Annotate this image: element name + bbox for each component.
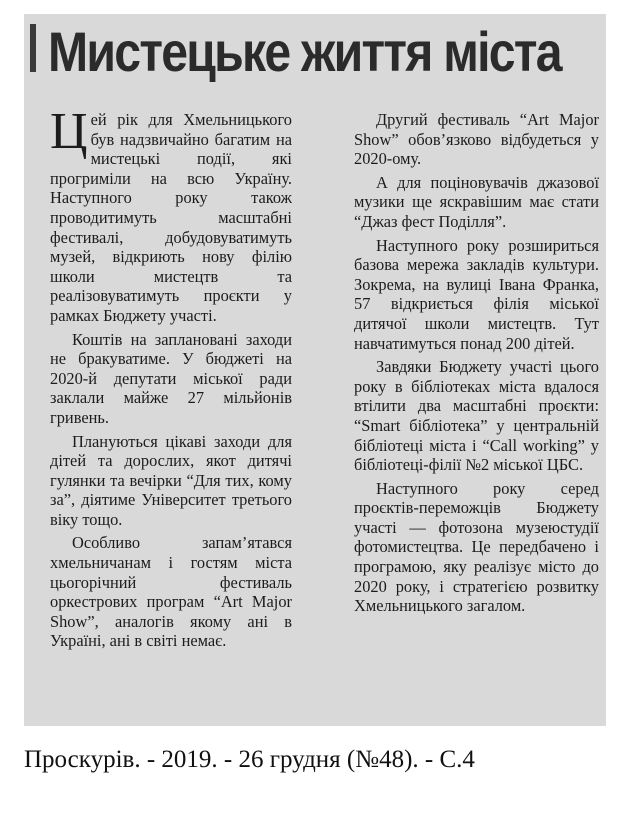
paragraph-text: ей рік для Хмельницького був надзвичайно багатим на мистецькі події, які прогриміли на всю Україну. Наступного року також проводитимуть масштабні фестивалі, добудовуватимуть музей, відкриють нову філію школи мистецтв та реалізовуватимуть проєкти у рамках Бюджету участі. <box>50 110 292 325</box>
left-column <box>50 103 292 651</box>
column-rule <box>30 24 36 72</box>
article-headline: Мистецьке життя міста <box>48 20 561 83</box>
paragraph: Плануються цікаві заходи для дітей та дорослих, якот дитячі гулянки та вечірки “Для тих, кому за”, діятиме Університет третього віку тощо. <box>50 431 292 529</box>
paragraph: А для поціновувачів джазової музики ще яскравішим має стати “Джаз фест Поділля”. <box>354 172 599 231</box>
paragraph: Наступного року серед проєктів-переможців Бюджету участі — фотозона музеюстудії фотомистецтва. Це передбачено і програмою, яку реалізує місто до 2020 року, і стратегією розвитку Хмельницького загалом. <box>354 478 599 616</box>
paragraph: Коштів на заплановані заходи не бракуватиме. У бюджеті на 2020-й депутати міської ради заклали майже 27 мільйонів гривень. <box>50 329 292 427</box>
paragraph: Наступного року розшириться базова мережа закладів культури. Зокрема, на вулиці Івана Франка, 57 відкриється філія міської дитячої школи мистецтв. Тут навчатимуться понад 200 дітей. <box>354 235 599 353</box>
drop-cap: Ц <box>50 103 88 160</box>
paragraph: Особливо запам’ятався хмельничанам і гостям міста цьогорічний фестиваль оркестрових програм “Art Major Show”, аналогів якому ані в Україні, ані в світі немає. <box>50 533 292 651</box>
paragraph: Завдяки Бюджету участі цього року в бібліотеках міста вдалося втілити два масштабні проєкти: “Smart бібліотека” у центральній бібліотеці міста і “Call working” у бібліотеці-філії №2 міської ЦБС. <box>354 357 599 475</box>
right-column <box>354 110 599 616</box>
newspaper-clipping <box>24 14 606 726</box>
source-citation: Проскурів. - 2019. - 26 грудня (№48). - С.4 <box>24 746 475 773</box>
paragraph <box>50 103 292 326</box>
paragraph: Другий фестиваль “Art Major Show” обов’язково відбудеться у 2020-ому. <box>354 110 599 169</box>
